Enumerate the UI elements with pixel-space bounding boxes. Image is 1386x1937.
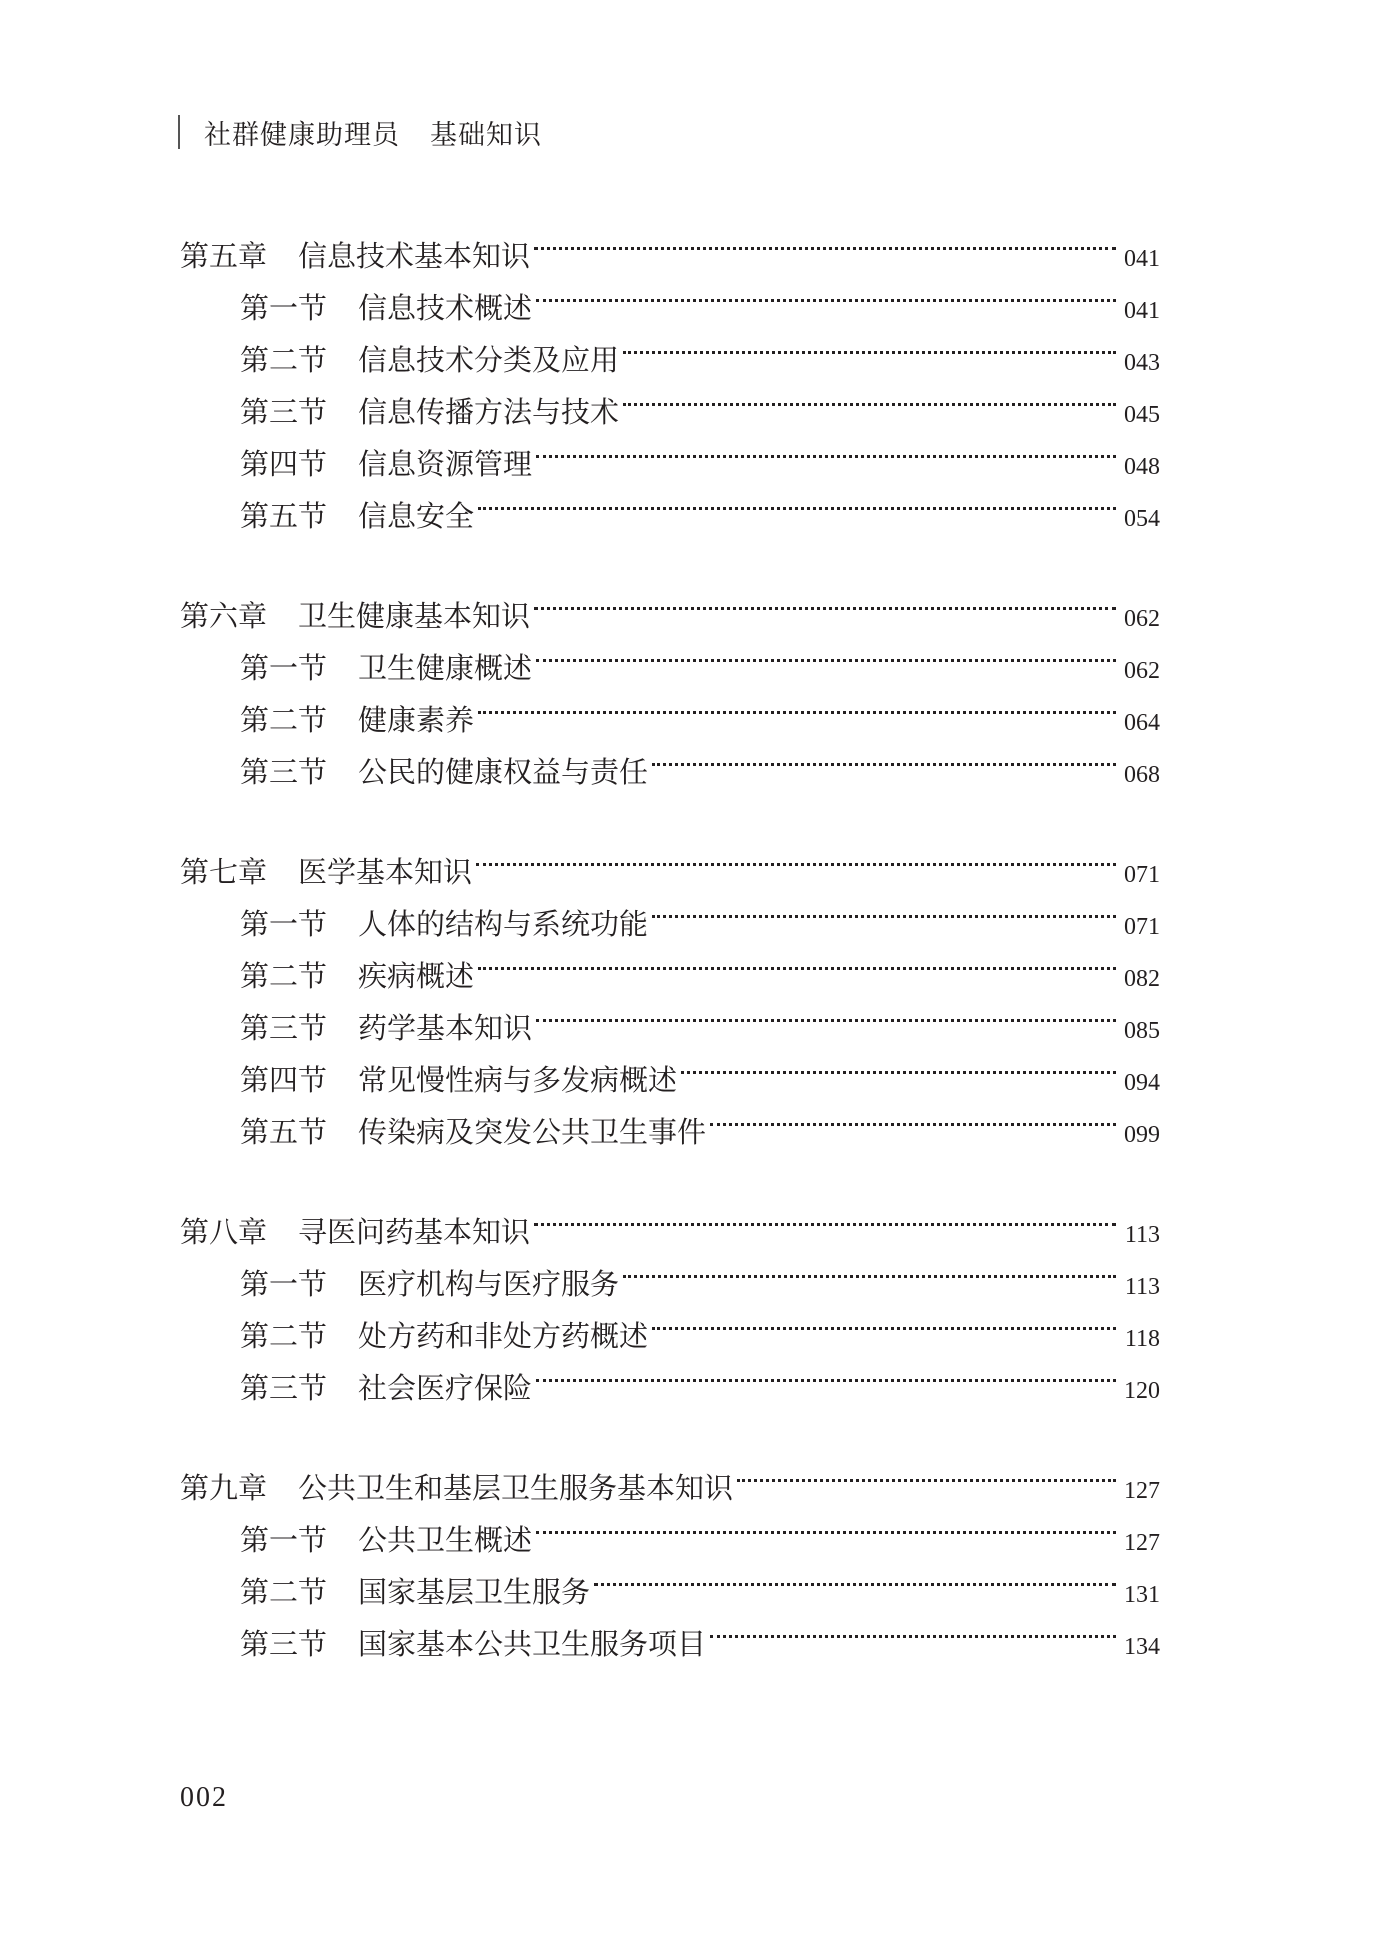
toc-chapter: [180, 574, 1160, 789]
section-label: 第五节: [240, 1115, 328, 1149]
section-title: 处方药和非处方药概述: [358, 1319, 649, 1353]
dot-leader: [652, 730, 1116, 782]
section-page-number: 099: [1124, 1122, 1160, 1148]
chapter-page-number: 041: [1124, 246, 1160, 272]
chapter-label: 第九章: [180, 1471, 268, 1505]
section-label: 第四节: [240, 447, 328, 481]
chapter-page-number: 127: [1124, 1478, 1160, 1504]
dot-leader: [652, 1294, 1116, 1346]
section-title: 信息技术分类及应用: [358, 343, 620, 377]
section-label: 第二节: [240, 1575, 328, 1609]
section-label: 第一节: [240, 1267, 328, 1301]
dot-leader: [536, 422, 1116, 474]
section-page-number: 048: [1124, 454, 1160, 480]
toc-chapter: [180, 1190, 1160, 1405]
toc-chapter: [180, 214, 1160, 533]
dot-leader: [536, 266, 1116, 318]
section-label: 第三节: [240, 1011, 328, 1045]
section-page-number: 120: [1124, 1378, 1160, 1404]
section-label: 第二节: [240, 1319, 328, 1353]
section-label: 第三节: [240, 1371, 328, 1405]
chapter-label: 第六章: [180, 599, 268, 633]
section-page-number: 068: [1124, 762, 1160, 788]
dot-leader: [536, 986, 1116, 1038]
toc-chapter: [180, 1446, 1160, 1661]
section-label: 第一节: [240, 651, 328, 685]
dot-leader: [534, 574, 1116, 626]
section-label: 第二节: [240, 959, 328, 993]
section-page-number: 062: [1124, 658, 1160, 684]
section-title: 卫生健康概述: [358, 651, 533, 685]
section-title: 疾病概述: [358, 959, 475, 993]
chapter-title: 医学基本知识: [298, 855, 473, 889]
chapter-page-number: 062: [1124, 606, 1160, 632]
section-page-number: 113: [1124, 1274, 1160, 1300]
dot-leader: [478, 934, 1116, 986]
chapter-label: 第八章: [180, 1215, 268, 1249]
section-title: 人体的结构与系统功能: [358, 907, 649, 941]
section-title: 信息传播方法与技术: [358, 395, 620, 429]
chapter-label: 第五章: [180, 239, 268, 273]
section-page-number: 085: [1124, 1018, 1160, 1044]
section-title: 传染病及突发公共卫生事件: [358, 1115, 707, 1149]
section-page-number: 045: [1124, 402, 1160, 428]
page-number: 002: [180, 1782, 228, 1813]
book-title: 社群健康助理员: [204, 119, 400, 151]
section-page-number: 131: [1124, 1582, 1160, 1608]
section-title: 国家基层卫生服务: [358, 1575, 591, 1609]
section-title: 公共卫生概述: [358, 1523, 533, 1557]
section-label: 第三节: [240, 395, 328, 429]
dot-leader: [623, 370, 1116, 422]
toc-chapter-entry[interactable]: [180, 214, 1160, 273]
chapter-title: 公共卫生和基层卫生服务基本知识: [298, 1471, 734, 1505]
section-label: 第三节: [240, 755, 328, 789]
section-label: 第五节: [240, 499, 328, 533]
chapter-title: 卫生健康基本知识: [298, 599, 531, 633]
toc-chapter-entry[interactable]: [180, 1190, 1160, 1249]
section-label: 第四节: [240, 1063, 328, 1097]
toc-chapter-entry[interactable]: [180, 574, 1160, 633]
book-subtitle: 基础知识: [430, 119, 542, 151]
section-page-number: 043: [1124, 350, 1160, 376]
toc-chapter: [180, 830, 1160, 1149]
section-page-number: 041: [1124, 298, 1160, 324]
section-page-number: 134: [1124, 1634, 1160, 1660]
section-page-number: 082: [1124, 966, 1160, 992]
dot-leader: [681, 1038, 1116, 1090]
section-label: 第一节: [240, 1523, 328, 1557]
section-page-number: 054: [1124, 506, 1160, 532]
section-label: 第一节: [240, 291, 328, 325]
toc-chapter-entry[interactable]: [180, 1446, 1160, 1505]
chapter-page-number: 071: [1124, 862, 1160, 888]
section-title: 药学基本知识: [358, 1011, 533, 1045]
chapter-label: 第七章: [180, 855, 268, 889]
chapter-title: 寻医问药基本知识: [298, 1215, 531, 1249]
section-page-number: 094: [1124, 1070, 1160, 1096]
section-page-number: 064: [1124, 710, 1160, 736]
dot-leader: [478, 678, 1116, 730]
dot-leader: [536, 1498, 1116, 1550]
dot-leader: [536, 1346, 1116, 1398]
section-title: 公民的健康权益与责任: [358, 755, 649, 789]
dot-leader: [652, 882, 1116, 934]
section-title: 信息资源管理: [358, 447, 533, 481]
section-title: 医疗机构与医疗服务: [358, 1267, 620, 1301]
section-label: 第二节: [240, 703, 328, 737]
table-of-contents: [180, 214, 1160, 1702]
dot-leader: [710, 1602, 1116, 1654]
dot-leader: [623, 318, 1116, 370]
section-title: 信息技术概述: [358, 291, 533, 325]
dot-leader: [534, 214, 1116, 266]
section-page-number: 127: [1124, 1530, 1160, 1556]
chapter-title: 信息技术基本知识: [298, 239, 531, 273]
section-page-number: 118: [1124, 1326, 1160, 1352]
dot-leader: [536, 626, 1116, 678]
dot-leader: [478, 474, 1116, 526]
toc-chapter-entry[interactable]: [180, 830, 1160, 889]
chapter-page-number: 113: [1124, 1222, 1160, 1248]
section-page-number: 071: [1124, 914, 1160, 940]
dot-leader: [534, 1190, 1116, 1242]
running-header: [178, 112, 542, 152]
dot-leader: [737, 1446, 1116, 1498]
section-title: 健康素养: [358, 703, 475, 737]
section-label: 第三节: [240, 1627, 328, 1661]
section-title: 社会医疗保险: [358, 1371, 533, 1405]
section-label: 第二节: [240, 343, 328, 377]
header-rule: [178, 115, 180, 149]
dot-leader: [710, 1090, 1116, 1142]
dot-leader: [623, 1242, 1116, 1294]
section-title: 国家基本公共卫生服务项目: [358, 1627, 707, 1661]
dot-leader: [476, 830, 1116, 882]
section-label: 第一节: [240, 907, 328, 941]
section-title: 常见慢性病与多发病概述: [358, 1063, 678, 1097]
dot-leader: [594, 1550, 1116, 1602]
section-title: 信息安全: [358, 499, 475, 533]
